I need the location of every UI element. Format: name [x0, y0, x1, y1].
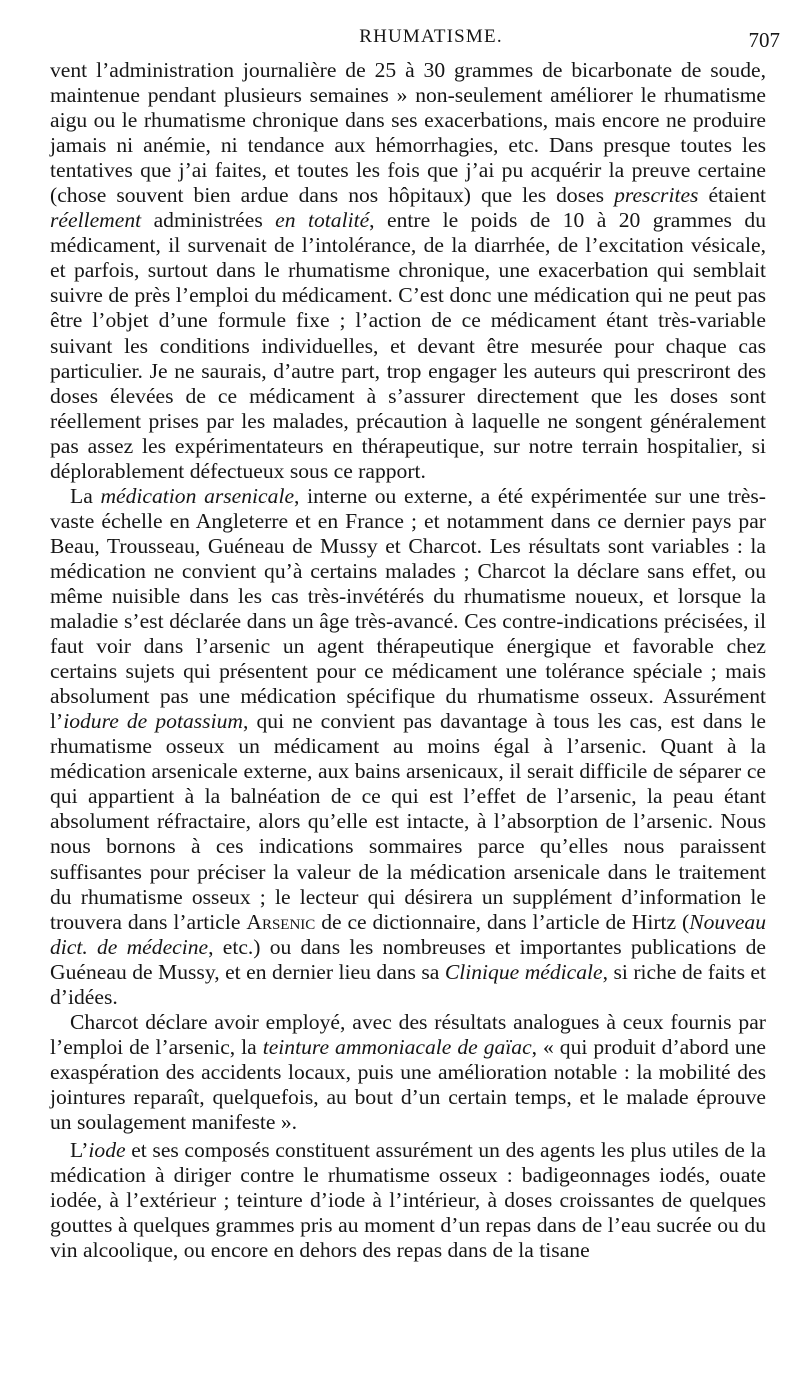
- small-caps-text: Arsenic: [246, 909, 316, 934]
- italic-text: Nouveau dict. de médecine: [50, 909, 766, 959]
- italic-text: Clinique médicale: [444, 959, 603, 984]
- italic-text: réellement: [50, 208, 142, 233]
- text-run: , « qui produit d’abord une exaspération des accidents locaux, puis une amélioration notable : la mobilité des jointures reparaît, quelquefois, au bout d’un certain temps, et le malade éprouve un soulagement manifeste ».: [50, 1034, 766, 1134]
- body-text: [50, 58, 766, 1263]
- text-run: Charcot déclare avoir employé, avec des résultats analogues à ceux fournis par l’emploi de l’arsenic, la: [50, 1009, 766, 1059]
- italic-text: en totalité: [275, 208, 370, 233]
- paragraph: [50, 58, 766, 484]
- italic-text: médication arsenicale: [100, 483, 295, 508]
- paragraph: [50, 1138, 766, 1263]
- italic-text: teinture ammoniacale de gaïac: [262, 1034, 532, 1059]
- italic-text: iodure de potassium: [63, 709, 243, 734]
- text-run: , si riche de faits et d’idées.: [50, 959, 767, 1009]
- text-run: administrées: [141, 208, 276, 233]
- paragraph: [50, 484, 766, 1010]
- text-run: étaient: [698, 183, 766, 208]
- running-title: RHUMATISME.: [359, 26, 503, 47]
- text-run: , entre le poids de 10 à 20 grammes du médicament, il survenait de l’intolérance, de la diarrhée, de l’excitation vésicale, et parfois, surtout dans le rhumatisme chronique, une exacerbation qui semblait suivre de près l’emploi du médicament. C’est donc une médication qui ne peut pas être l’objet d’une formule fixe ; l’action de ce médicament étant très-variable suivant les conditions individuelles, et devant être mesurée pour chaque cas particulier. Je ne saurais, d’autre part, trop engager les auteurs qui prescriront des doses élevées de ce médicament à s’assurer directement que les doses sont réellement prises par les malades, précaution à laquelle ne songent généralement pas assez les expérimentateurs en thérapeutique, sur notre terrain hospitalier, si déplorablement défectueux sous ce rapport.: [50, 208, 766, 483]
- text-run: L’: [70, 1138, 89, 1163]
- text-run: de ce dictionnaire, dans l’article de Hirtz (: [315, 909, 690, 934]
- italic-text: prescrites: [614, 183, 699, 208]
- text-run: , interne ou externe, a été expérimentée sur une très-vaste échelle en Angleterre et en France ; et notamment dans ce dernier pays par Beau, Trousseau, Guéneau de Mussy et Charcot. Les résultats sont variables : la médication ne convient qu’à certains malades ; Charcot la déclare sans effet, ou même nuisible dans les cas très-invétérés du rhumatisme noueux, et lorsque la maladie s’est déclarée dans un âge très-avancé. Ces contre-indications précisées, il faut voir dans l’arsenic un agent thérapeutique énergique et favorable chez certains sujets qui présentent pour ce médicament une tolérance spéciale ; mais absolument pas une médication spécifique du rhumatisme osseux. Assurément l’: [50, 483, 766, 734]
- text-run: , etc.) ou dans les nombreuses et importantes publications de Guéneau de Mussy, et en dernier lieu dans sa: [50, 934, 766, 984]
- page-number: 707: [748, 28, 780, 52]
- text-run: et ses composés constituent assurément un des agents les plus utiles de la médication à diriger contre le rhumatisme osseux : badigeonnages iodés, ouate iodée, à l’extérieur ; teinture d’iode à l’intérieur, à doses croissantes de quelques gouttes à quelques grammes pris au moment d’un repas dans de l’eau sucrée ou du vin alcoolique, ou encore en dehors des repas dans de la tisane: [50, 1138, 766, 1263]
- text-run: La: [70, 483, 101, 508]
- italic-text: iode: [88, 1138, 126, 1163]
- text-run: , qui ne convient pas davantage à tous les cas, est dans le rhumatisme osseux un médicament au moins égal à l’arsenic. Quant à la médication arsenicale externe, aux bains arsenicaux, il serait difficile de séparer ce qui appartient à la balnéation de ce qui est l’effet de l’arsenic, la peau étant absolument réfractaire, alors qu’elle est intacte, à l’absorption de l’arsenic. Nous nous bornons à ces indications sommaires parce qu’elles nous paraissent suffisantes pour préciser la valeur de la médication arsenicale dans le traitement du rhumatisme osseux ; le lecteur qui désirera un supplément d’information le trouvera dans l’article: [50, 709, 766, 934]
- running-head: [50, 0, 780, 58]
- book-page: [50, 0, 780, 1380]
- text-run: vent l’administration journalière de 25 à 30 grammes de bicarbonate de soude, maintenue pendant plusieurs semaines » non-seulement améliorer le rhumatisme aigu ou le rhumatisme chronique dans ses exacerbations, mais encore ne produire jamais ni anémie, ni tendance aux hémorrhagies, etc. Dans presque toutes les tentatives que j’ai faites, et toutes les fois que j’ai pu acquérir la preuve certaine (chose souvent bien ardue dans nos hôpitaux) que les doses: [50, 58, 766, 208]
- paragraph: [50, 1010, 766, 1135]
